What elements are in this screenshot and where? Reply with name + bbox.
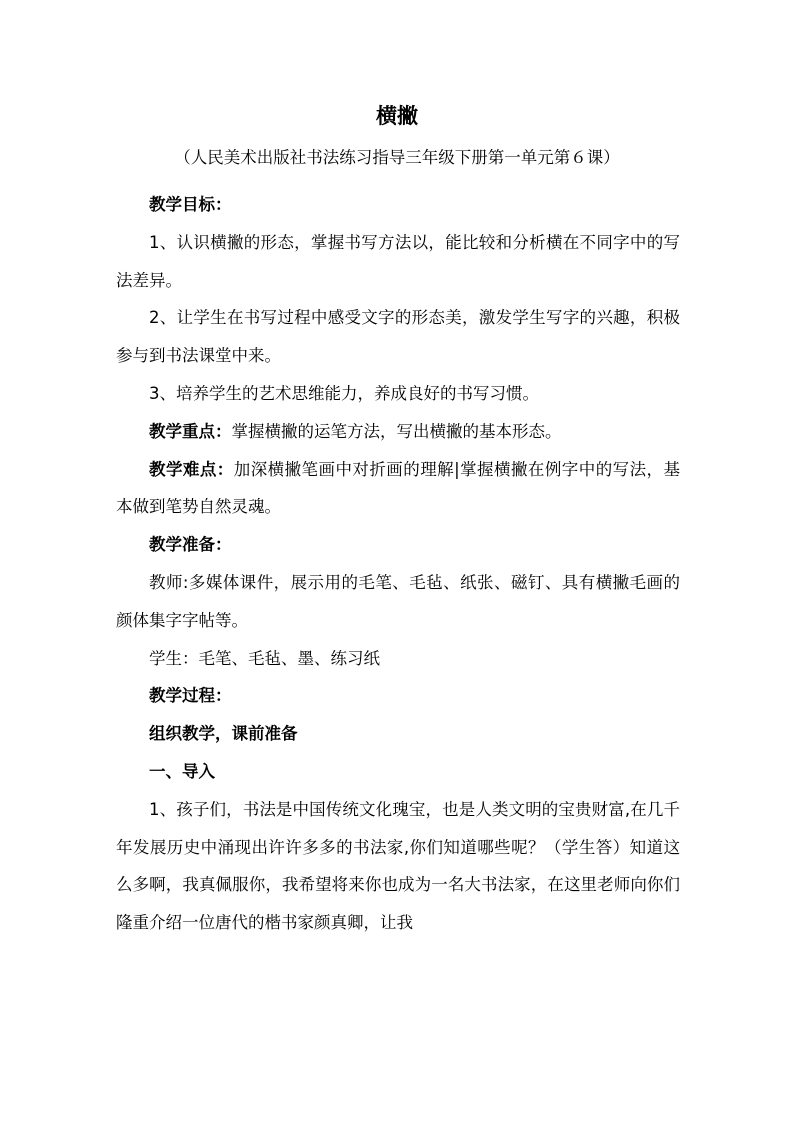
prep-student-paragraph: 学生：毛笔、毛毡、墨、练习纸 bbox=[149, 648, 380, 668]
goal-paragraph-2: 2、让学生在书写过程中感受文字的形态美，激发学生写字的兴趣，积极参与到书法课堂中来。 bbox=[116, 308, 680, 366]
goals-heading: 教学目标： bbox=[149, 195, 232, 214]
prep-teacher-paragraph: 教师:多媒体课件，展示用的毛笔、毛毡、纸张、磁钉、具有横撇毛画的颜体集字字帖等。 bbox=[116, 572, 680, 630]
difficulty-label: 教学难点： bbox=[149, 459, 234, 479]
document-body bbox=[116, 186, 680, 942]
intro-paragraph: 1、孩子们，书法是中国传统文化瑰宝，也是人类文明的宝贵财富,在几千年发展历史中涌现出许许多多的书法家,你们知道哪些呢？（学生答）知道这么多啊，我真佩服你，我希望将来你也成为一名大书法家，在这里老师向你们隆重介绍一位唐代的楷书家颜真卿，让我 bbox=[116, 799, 680, 933]
process-heading: 教学过程： bbox=[149, 686, 232, 706]
goal-paragraph-1: 1、认识横撇的形态，掌握书写方法以，能比较和分析横在不同字中的写法差异。 bbox=[116, 232, 680, 290]
page-subtitle: （人民美术出版社书法练习指导三年级下册第一单元第６课） bbox=[174, 148, 620, 167]
goal-paragraph-3: 3、培养学生的艺术思维能力，养成良好的书写习惯。 bbox=[149, 383, 539, 403]
key-point-paragraph bbox=[116, 413, 680, 451]
key-point-label: 教学重点： bbox=[149, 421, 232, 441]
intro-heading: 一、导入 bbox=[149, 761, 215, 781]
difficulty-text: 加深横撇笔画中对折画的理解|掌握横撇在例字中的写法，基本做到笔势自然灵魂。 bbox=[116, 459, 680, 517]
page-title: 横撇 bbox=[376, 104, 418, 128]
organize-heading: 组织教学，课前准备 bbox=[149, 724, 298, 744]
prep-heading: 教学准备： bbox=[149, 535, 232, 555]
key-point-text: 掌握横撇的运笔方法，写出横撇的基本形态。 bbox=[231, 421, 562, 441]
difficulty-paragraph bbox=[116, 451, 680, 527]
